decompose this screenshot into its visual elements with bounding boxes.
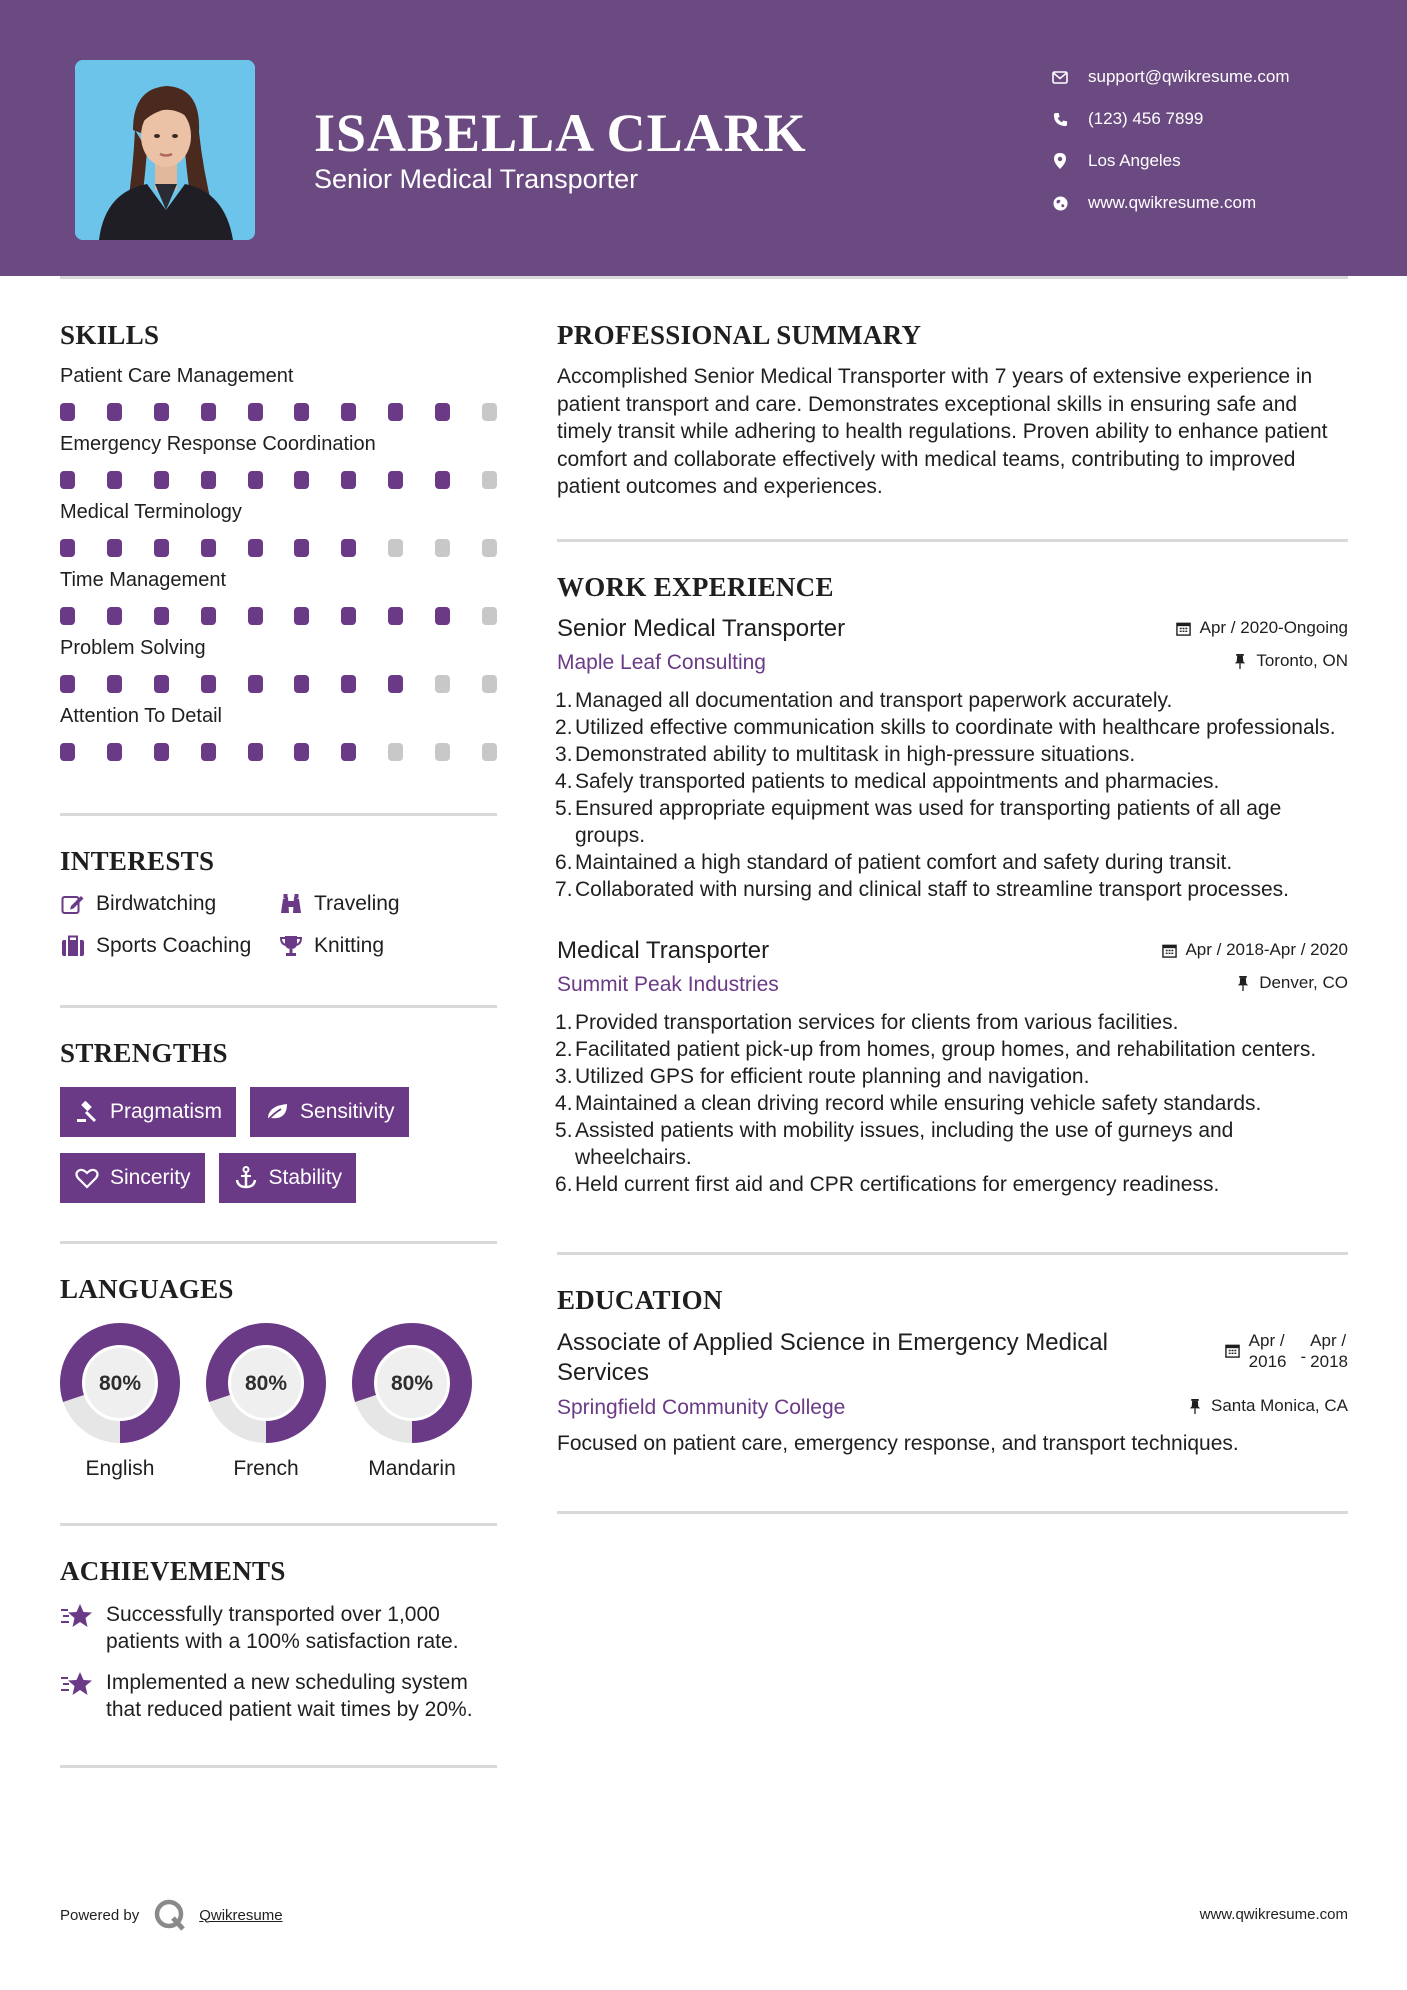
rating-dot-filled bbox=[107, 743, 122, 761]
binoculars-icon bbox=[278, 891, 304, 917]
location-pin-icon bbox=[1050, 151, 1070, 171]
interest-item bbox=[278, 891, 497, 917]
education-description: Focused on patient care, emergency response, and transport techniques. bbox=[557, 1431, 1239, 1455]
strength-tag bbox=[60, 1087, 236, 1137]
skill-item bbox=[60, 433, 497, 489]
rating-dot-filled bbox=[294, 471, 309, 489]
rating-dot-filled bbox=[154, 471, 169, 489]
job-date bbox=[1176, 618, 1348, 638]
trophy-icon bbox=[278, 933, 304, 959]
section-divider bbox=[60, 1765, 497, 1768]
rating-dot-filled bbox=[435, 403, 450, 421]
duty-item: Assisted patients with mobility issues, including the use of gurneys and wheelchairs. bbox=[575, 1118, 1234, 1169]
qwikresume-logo-icon bbox=[153, 1898, 187, 1932]
gavel-icon bbox=[74, 1099, 100, 1125]
rating-dot-filled bbox=[107, 403, 122, 421]
rating-dot-filled bbox=[60, 539, 75, 557]
rating-dot-filled bbox=[201, 675, 216, 693]
education-start-month: Apr / bbox=[1248, 1330, 1285, 1350]
duty-item: Facilitated patient pick-up from homes, group homes, and rehabilitation centers. bbox=[575, 1037, 1317, 1061]
skill-label: Medical Terminology bbox=[60, 501, 242, 523]
rating-dot-filled bbox=[154, 607, 169, 625]
job-location bbox=[1235, 973, 1348, 993]
interest-label: Knitting bbox=[314, 934, 385, 957]
rating-dot-filled bbox=[248, 539, 263, 557]
rating-dot-filled bbox=[201, 607, 216, 625]
footer-powered-by bbox=[60, 1898, 283, 1932]
duty-item: Provided transportation services for clients from various facilities. bbox=[575, 1010, 1179, 1034]
star-icon bbox=[60, 1669, 94, 1699]
strength-label: Sensitivity bbox=[300, 1100, 395, 1123]
job-location bbox=[1232, 651, 1348, 671]
duty-item: Utilized effective communication skills to coordinate with healthcare professionals. bbox=[575, 715, 1336, 739]
job-duties bbox=[557, 1009, 1348, 1198]
leaf-icon bbox=[264, 1099, 290, 1125]
phone-icon bbox=[1050, 109, 1070, 129]
skill-label: Patient Care Management bbox=[60, 365, 294, 387]
interest-label: Sports Coaching bbox=[96, 934, 252, 957]
languages-section bbox=[60, 1274, 497, 1481]
calendar-icon bbox=[1176, 620, 1192, 636]
rating-dot-filled bbox=[154, 675, 169, 693]
rating-dot-filled bbox=[341, 743, 356, 761]
rating-dot-filled bbox=[154, 539, 169, 557]
education-end bbox=[1310, 1330, 1348, 1372]
interests-title: INTERESTS bbox=[60, 846, 215, 876]
rating-dot-filled bbox=[248, 607, 263, 625]
language-name: French bbox=[233, 1457, 299, 1480]
job-date-text: Apr / 2020-Ongoing bbox=[1199, 618, 1348, 637]
contact-location-text: Los Angeles bbox=[1088, 151, 1181, 170]
rating-dot-empty bbox=[482, 743, 497, 761]
rating-dot-empty bbox=[388, 743, 403, 761]
rating-dot-filled bbox=[107, 675, 122, 693]
contact-phone-text: (123) 456 7899 bbox=[1088, 109, 1204, 128]
rating-dot-filled bbox=[341, 607, 356, 625]
briefcase-icon bbox=[60, 933, 86, 959]
contact-email[interactable] bbox=[1050, 56, 1290, 98]
section-divider bbox=[557, 1252, 1348, 1255]
rating-dot-filled bbox=[154, 743, 169, 761]
rating-dot-filled bbox=[294, 607, 309, 625]
achievements-section bbox=[60, 1556, 497, 1723]
language-item bbox=[206, 1323, 326, 1481]
skill-item bbox=[60, 705, 497, 761]
rating-dot-filled bbox=[154, 403, 169, 421]
duty-item: Ensured appropriate equipment was used for transporting patients of all age groups. bbox=[575, 796, 1282, 847]
education-start-year: 2016 bbox=[1248, 1351, 1287, 1371]
language-name: English bbox=[85, 1457, 155, 1480]
interest-label: Birdwatching bbox=[96, 892, 217, 915]
language-percent: 80% bbox=[244, 1372, 288, 1395]
strength-tag bbox=[250, 1087, 409, 1137]
rating-dot-filled bbox=[294, 403, 309, 421]
achievement-item bbox=[60, 1601, 497, 1655]
education-location bbox=[1187, 1396, 1348, 1416]
job-entry bbox=[557, 615, 1348, 903]
skills-section bbox=[60, 320, 497, 761]
skill-item bbox=[60, 501, 497, 557]
education-date bbox=[1225, 1330, 1348, 1372]
rating-dot-filled bbox=[60, 675, 75, 693]
rating-dot-filled bbox=[60, 471, 75, 489]
duty-item: Held current first aid and CPR certifications for emergency readiness. bbox=[575, 1172, 1220, 1196]
rating-dot-empty bbox=[482, 675, 497, 693]
job-date bbox=[1161, 940, 1348, 960]
strength-label: Pragmatism bbox=[110, 1100, 223, 1123]
skills-title: SKILLS bbox=[60, 320, 160, 350]
rating-dot-filled bbox=[435, 471, 450, 489]
contact-website-text: www.qwikresume.com bbox=[1088, 193, 1257, 212]
rating-dot-filled bbox=[60, 403, 75, 421]
education-start bbox=[1249, 1330, 1287, 1372]
rating-dot-empty bbox=[482, 607, 497, 625]
language-donut bbox=[60, 1323, 180, 1443]
edit-icon bbox=[60, 891, 86, 917]
rating-dot-filled bbox=[248, 743, 263, 761]
rating-dot-filled bbox=[248, 471, 263, 489]
strength-tag bbox=[60, 1153, 205, 1203]
rating-dot-filled bbox=[107, 539, 122, 557]
heart-icon bbox=[74, 1165, 100, 1191]
job-title: Medical Transporter bbox=[557, 936, 770, 964]
duty-item: Maintained a high standard of patient comfort and safety during transit. bbox=[575, 850, 1233, 874]
profile-photo bbox=[75, 60, 255, 240]
education-date-dash: - bbox=[1300, 1346, 1307, 1366]
envelope-icon bbox=[1050, 67, 1070, 87]
achievements-title: ACHIEVEMENTS bbox=[60, 1556, 286, 1586]
job-entry bbox=[557, 937, 1348, 1198]
language-percent: 80% bbox=[98, 1372, 142, 1395]
rating-dot-filled bbox=[435, 607, 450, 625]
skill-label: Problem Solving bbox=[60, 637, 206, 659]
job-duties bbox=[557, 687, 1348, 903]
job-location-text: Denver, CO bbox=[1259, 973, 1348, 992]
language-name: Mandarin bbox=[368, 1457, 456, 1480]
skill-rating bbox=[60, 471, 497, 489]
contact-list bbox=[1050, 56, 1290, 224]
rating-dot-empty bbox=[435, 743, 450, 761]
school-name: Springfield Community College bbox=[557, 1395, 846, 1419]
header-divider bbox=[60, 276, 1348, 279]
rating-dot-empty bbox=[482, 471, 497, 489]
star-icon bbox=[60, 1601, 94, 1631]
education-title: EDUCATION bbox=[557, 1284, 723, 1315]
education-end-year: 2018 bbox=[1310, 1351, 1348, 1371]
skill-rating bbox=[60, 539, 497, 557]
pushpin-icon bbox=[1232, 653, 1248, 669]
strengths-list bbox=[60, 1087, 497, 1203]
experience-section bbox=[557, 572, 1348, 1198]
interest-item bbox=[60, 891, 278, 917]
strengths-section bbox=[60, 1038, 497, 1203]
rating-dot-filled bbox=[201, 539, 216, 557]
interests-list bbox=[60, 891, 497, 959]
interest-item bbox=[60, 933, 278, 959]
rating-dot-filled bbox=[341, 403, 356, 421]
skill-rating bbox=[60, 675, 497, 693]
footer-website[interactable]: www.qwikresume.com bbox=[1199, 1906, 1348, 1923]
strengths-title: STRENGTHS bbox=[60, 1038, 228, 1068]
duty-item: Utilized GPS for efficient route planning and navigation. bbox=[575, 1064, 1090, 1088]
achievement-text: Implemented a new scheduling system that reduced patient wait times by 20%. bbox=[106, 1671, 473, 1721]
anchor-icon bbox=[233, 1165, 259, 1191]
rating-dot-filled bbox=[201, 743, 216, 761]
language-percent: 80% bbox=[390, 1372, 434, 1395]
skill-rating bbox=[60, 743, 497, 761]
strength-label: Stability bbox=[268, 1166, 343, 1189]
section-divider bbox=[60, 813, 497, 816]
languages-title: LANGUAGES bbox=[60, 1274, 234, 1304]
rating-dot-filled bbox=[388, 403, 403, 421]
skill-item bbox=[60, 365, 497, 421]
rating-dot-filled bbox=[341, 539, 356, 557]
interest-label: Traveling bbox=[314, 892, 400, 915]
achievement-text: Successfully transported over 1,000 patients with a 100% satisfaction rate. bbox=[106, 1603, 459, 1653]
strength-tag bbox=[219, 1153, 357, 1203]
left-column bbox=[60, 320, 497, 1768]
candidate-name: ISABELLA CLARK bbox=[314, 103, 807, 163]
pushpin-icon bbox=[1235, 975, 1251, 991]
job-location-text: Toronto, ON bbox=[1256, 651, 1348, 670]
calendar-icon bbox=[1161, 942, 1177, 958]
summary-section bbox=[557, 320, 1348, 501]
language-donut bbox=[352, 1323, 472, 1443]
section-divider bbox=[60, 1241, 497, 1244]
contact-email-text: support@qwikresume.com bbox=[1088, 67, 1290, 86]
degree-title: Associate of Applied Science in Emergency Medical Services bbox=[557, 1328, 1108, 1386]
job-title: Senior Medical Transporter bbox=[557, 614, 846, 642]
rating-dot-filled bbox=[60, 607, 75, 625]
rating-dot-empty bbox=[482, 403, 497, 421]
achievement-item bbox=[60, 1669, 497, 1723]
rating-dot-filled bbox=[294, 539, 309, 557]
duty-item: Safely transported patients to medical appointments and pharmacies. bbox=[575, 769, 1220, 793]
rating-dot-filled bbox=[294, 743, 309, 761]
education-end-month: Apr / bbox=[1310, 1330, 1347, 1350]
globe-icon bbox=[1050, 193, 1070, 213]
pushpin-icon bbox=[1187, 1398, 1203, 1414]
summary-text: Accomplished Senior Medical Transporter with 7 years of extensive experience in patient transport and care. Demonstrates exceptional skills in ensuring safe and timely transit while adhering to health regulations. Proven ability to enhance patient comfort and collaborate effectively with medical teams, contributing to improved patient outcomes and experiences. bbox=[557, 365, 1328, 498]
strength-label: Sincerity bbox=[110, 1166, 191, 1189]
rating-dot-filled bbox=[60, 743, 75, 761]
skill-label: Emergency Response Coordination bbox=[60, 433, 376, 455]
skill-rating bbox=[60, 403, 497, 421]
interests-section bbox=[60, 846, 497, 959]
company-name: Summit Peak Industries bbox=[557, 972, 779, 996]
rating-dot-filled bbox=[341, 471, 356, 489]
rating-dot-filled bbox=[201, 403, 216, 421]
language-donut bbox=[206, 1323, 326, 1443]
education-section bbox=[557, 1285, 1348, 1458]
qwikresume-link[interactable]: Qwikresume bbox=[199, 1906, 283, 1924]
summary-title: PROFESSIONAL SUMMARY bbox=[557, 320, 922, 350]
duty-item: Maintained a clean driving record while ensuring vehicle safety standards. bbox=[575, 1091, 1262, 1115]
interest-item bbox=[278, 933, 497, 959]
skill-label: Attention To Detail bbox=[60, 705, 222, 727]
contact-phone[interactable] bbox=[1050, 98, 1290, 140]
calendar-icon bbox=[1225, 1343, 1241, 1359]
rating-dot-filled bbox=[294, 675, 309, 693]
languages-list bbox=[60, 1323, 497, 1481]
rating-dot-filled bbox=[248, 675, 263, 693]
section-divider bbox=[557, 1511, 1348, 1514]
rating-dot-empty bbox=[435, 675, 450, 693]
rating-dot-filled bbox=[388, 471, 403, 489]
skill-item bbox=[60, 569, 497, 625]
section-divider bbox=[557, 539, 1348, 542]
rating-dot-filled bbox=[107, 607, 122, 625]
contact-location bbox=[1050, 140, 1290, 182]
rating-dot-filled bbox=[388, 675, 403, 693]
duty-item: Collaborated with nursing and clinical staff to streamline transport processes. bbox=[575, 877, 1289, 901]
contact-website[interactable] bbox=[1050, 182, 1290, 224]
rating-dot-filled bbox=[248, 403, 263, 421]
rating-dot-empty bbox=[435, 539, 450, 557]
skill-rating bbox=[60, 607, 497, 625]
experience-title: WORK EXPERIENCE bbox=[557, 571, 834, 602]
skill-label: Time Management bbox=[60, 569, 226, 591]
powered-by-text: Powered by bbox=[60, 1906, 140, 1924]
section-divider bbox=[60, 1523, 497, 1526]
candidate-role: Senior Medical Transporter bbox=[314, 164, 639, 194]
language-item bbox=[60, 1323, 180, 1481]
rating-dot-filled bbox=[107, 471, 122, 489]
duty-item: Demonstrated ability to multitask in high-pressure situations. bbox=[575, 742, 1136, 766]
rating-dot-filled bbox=[341, 675, 356, 693]
rating-dot-empty bbox=[482, 539, 497, 557]
rating-dot-empty bbox=[388, 539, 403, 557]
resume-header bbox=[0, 0, 1407, 276]
job-date-text: Apr / 2018-Apr / 2020 bbox=[1185, 940, 1348, 959]
right-column bbox=[557, 320, 1348, 1514]
skill-item bbox=[60, 637, 497, 693]
skills-list bbox=[60, 365, 497, 761]
rating-dot-filled bbox=[201, 471, 216, 489]
section-divider bbox=[60, 1005, 497, 1008]
education-location-text: Santa Monica, CA bbox=[1210, 1396, 1348, 1415]
language-item bbox=[352, 1323, 472, 1481]
duty-item: Managed all documentation and transport paperwork accurately. bbox=[575, 688, 1173, 712]
rating-dot-filled bbox=[388, 607, 403, 625]
company-name: Maple Leaf Consulting bbox=[557, 650, 766, 674]
